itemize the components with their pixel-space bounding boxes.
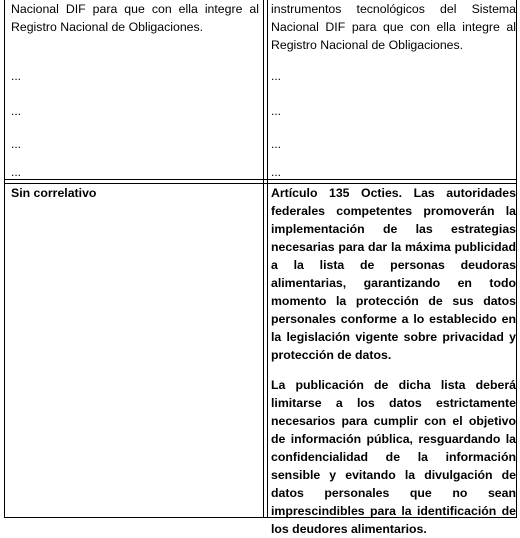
column-divider (263, 0, 264, 518)
bottom-right-cell (271, 184, 516, 538)
column-divider (267, 0, 268, 518)
no-correlative-heading: Sin correlativo (11, 186, 97, 200)
ellipsis: ... (271, 104, 282, 118)
article-paragraph-2: La publicación de dicha lista deberá limitarse a los datos estrictamente necesarios para cumplir con el objetivo de información pública, resguardando la confidencialidad de la información sensible y evitando la divulgación de datos personales que no sean imprescindibles para la identificación de los deudores alimentarios. (271, 378, 516, 536)
ellipsis: ... (271, 165, 282, 179)
top-right-text: instrumentos tecnológicos del Sistema Nacional DIF para que con ella integre al Registro Nacional de Obligaciones. (271, 2, 516, 52)
row-divider (5, 179, 516, 180)
ellipsis: ... (271, 69, 282, 83)
comparison-table (4, 0, 517, 536)
ellipsis: ... (11, 69, 22, 83)
ellipsis: ... (11, 104, 22, 118)
top-left-text: Nacional DIF para que con ella integre al Registro Nacional de Obligaciones. (11, 2, 259, 34)
article-paragraph-1: Artículo 135 Octies. Las autoridades federales competentes promoverán la implementación de las estrategias necesarias para dar la máxima publicidad a la lista de personas deudoras alimentarias, garantizando en todo momento la protección de sus datos personales conforme a lo establecido en la legislación vigente sobre privacidad y protección de datos. (271, 186, 516, 362)
ellipsis: ... (11, 137, 22, 151)
ellipsis: ... (271, 137, 282, 151)
ellipsis: ... (11, 165, 22, 179)
top-right-cell (271, 0, 516, 179)
bottom-left-cell (11, 184, 259, 202)
top-left-cell (11, 0, 259, 179)
